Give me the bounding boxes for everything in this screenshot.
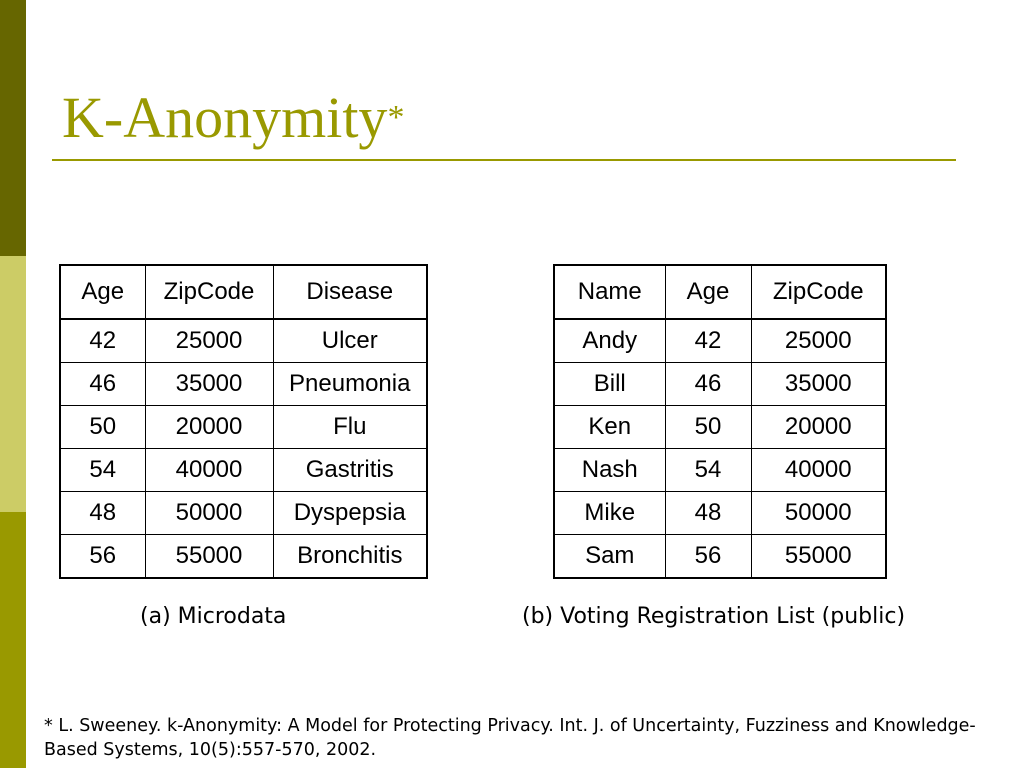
- voting-cell-age: 50: [665, 406, 751, 449]
- slide-title-footnote-mark: *: [387, 99, 405, 136]
- decor-bar-middle: [0, 256, 26, 512]
- microdata-header-zipcode: ZipCode: [145, 265, 273, 319]
- microdata-cell-disease: Dyspepsia: [273, 492, 427, 535]
- microdata-cell-zipcode: 50000: [145, 492, 273, 535]
- voting-cell-zipcode: 50000: [751, 492, 886, 535]
- decor-bar-top: [0, 0, 26, 256]
- table-row: [60, 449, 427, 492]
- microdata-cell-zipcode: 25000: [145, 319, 273, 363]
- microdata-cell-disease: Flu: [273, 406, 427, 449]
- microdata-cell-age: 54: [60, 449, 145, 492]
- slide-title: [62, 78, 404, 158]
- table-row: [554, 492, 886, 535]
- voting-registration-table: [553, 264, 887, 579]
- voting-cell-age: 42: [665, 319, 751, 363]
- voting-header-name: Name: [554, 265, 665, 319]
- table-row: [554, 319, 886, 363]
- voting-caption: (b) Voting Registration List (public): [522, 604, 906, 629]
- voting-cell-age: 48: [665, 492, 751, 535]
- table-row: [60, 363, 427, 406]
- table-row: [60, 535, 427, 579]
- table-row: [554, 363, 886, 406]
- table-row: [554, 449, 886, 492]
- microdata-caption: (a) Microdata: [140, 604, 287, 629]
- voting-cell-zipcode: 55000: [751, 535, 886, 579]
- voting-cell-name: Ken: [554, 406, 665, 449]
- citation-footnote: * L. Sweeney. k-Anonymity: A Model for Protecting Privacy. Int. J. of Uncertainty, Fuzziness and Knowledge-Based Systems, 10(5):557-570, 2002.: [44, 716, 976, 760]
- voting-cell-zipcode: 20000: [751, 406, 886, 449]
- voting-cell-zipcode: 25000: [751, 319, 886, 363]
- voting-cell-name: Sam: [554, 535, 665, 579]
- table-row: [60, 406, 427, 449]
- microdata-cell-disease: Gastritis: [273, 449, 427, 492]
- microdata-cell-zipcode: 55000: [145, 535, 273, 579]
- voting-cell-name: Nash: [554, 449, 665, 492]
- microdata-cell-disease: Pneumonia: [273, 363, 427, 406]
- voting-cell-name: Bill: [554, 363, 665, 406]
- decor-bar-bottom: [0, 512, 26, 768]
- voting-cell-name: Andy: [554, 319, 665, 363]
- table-row: [554, 535, 886, 579]
- voting-header-age: Age: [665, 265, 751, 319]
- microdata-cell-age: 48: [60, 492, 145, 535]
- microdata-cell-age: 50: [60, 406, 145, 449]
- voting-cell-name: Mike: [554, 492, 665, 535]
- microdata-cell-zipcode: 35000: [145, 363, 273, 406]
- microdata-cell-zipcode: 40000: [145, 449, 273, 492]
- microdata-table: [59, 264, 428, 579]
- microdata-header-disease: Disease: [273, 265, 427, 319]
- voting-header-zipcode: ZipCode: [751, 265, 886, 319]
- voting-header-row: [554, 265, 886, 319]
- microdata-cell-zipcode: 20000: [145, 406, 273, 449]
- table-row: [60, 492, 427, 535]
- voting-cell-age: 56: [665, 535, 751, 579]
- microdata-cell-age: 42: [60, 319, 145, 363]
- table-row: [60, 319, 427, 363]
- voting-cell-zipcode: 35000: [751, 363, 886, 406]
- microdata-header-age: Age: [60, 265, 145, 319]
- microdata-header-row: [60, 265, 427, 319]
- title-underline: [52, 159, 956, 161]
- table-row: [554, 406, 886, 449]
- microdata-cell-disease: Bronchitis: [273, 535, 427, 579]
- microdata-cell-age: 46: [60, 363, 145, 406]
- microdata-cell-age: 56: [60, 535, 145, 579]
- voting-cell-age: 46: [665, 363, 751, 406]
- slide-title-text: K-Anonymity: [62, 85, 388, 150]
- voting-cell-zipcode: 40000: [751, 449, 886, 492]
- microdata-cell-disease: Ulcer: [273, 319, 427, 363]
- voting-cell-age: 54: [665, 449, 751, 492]
